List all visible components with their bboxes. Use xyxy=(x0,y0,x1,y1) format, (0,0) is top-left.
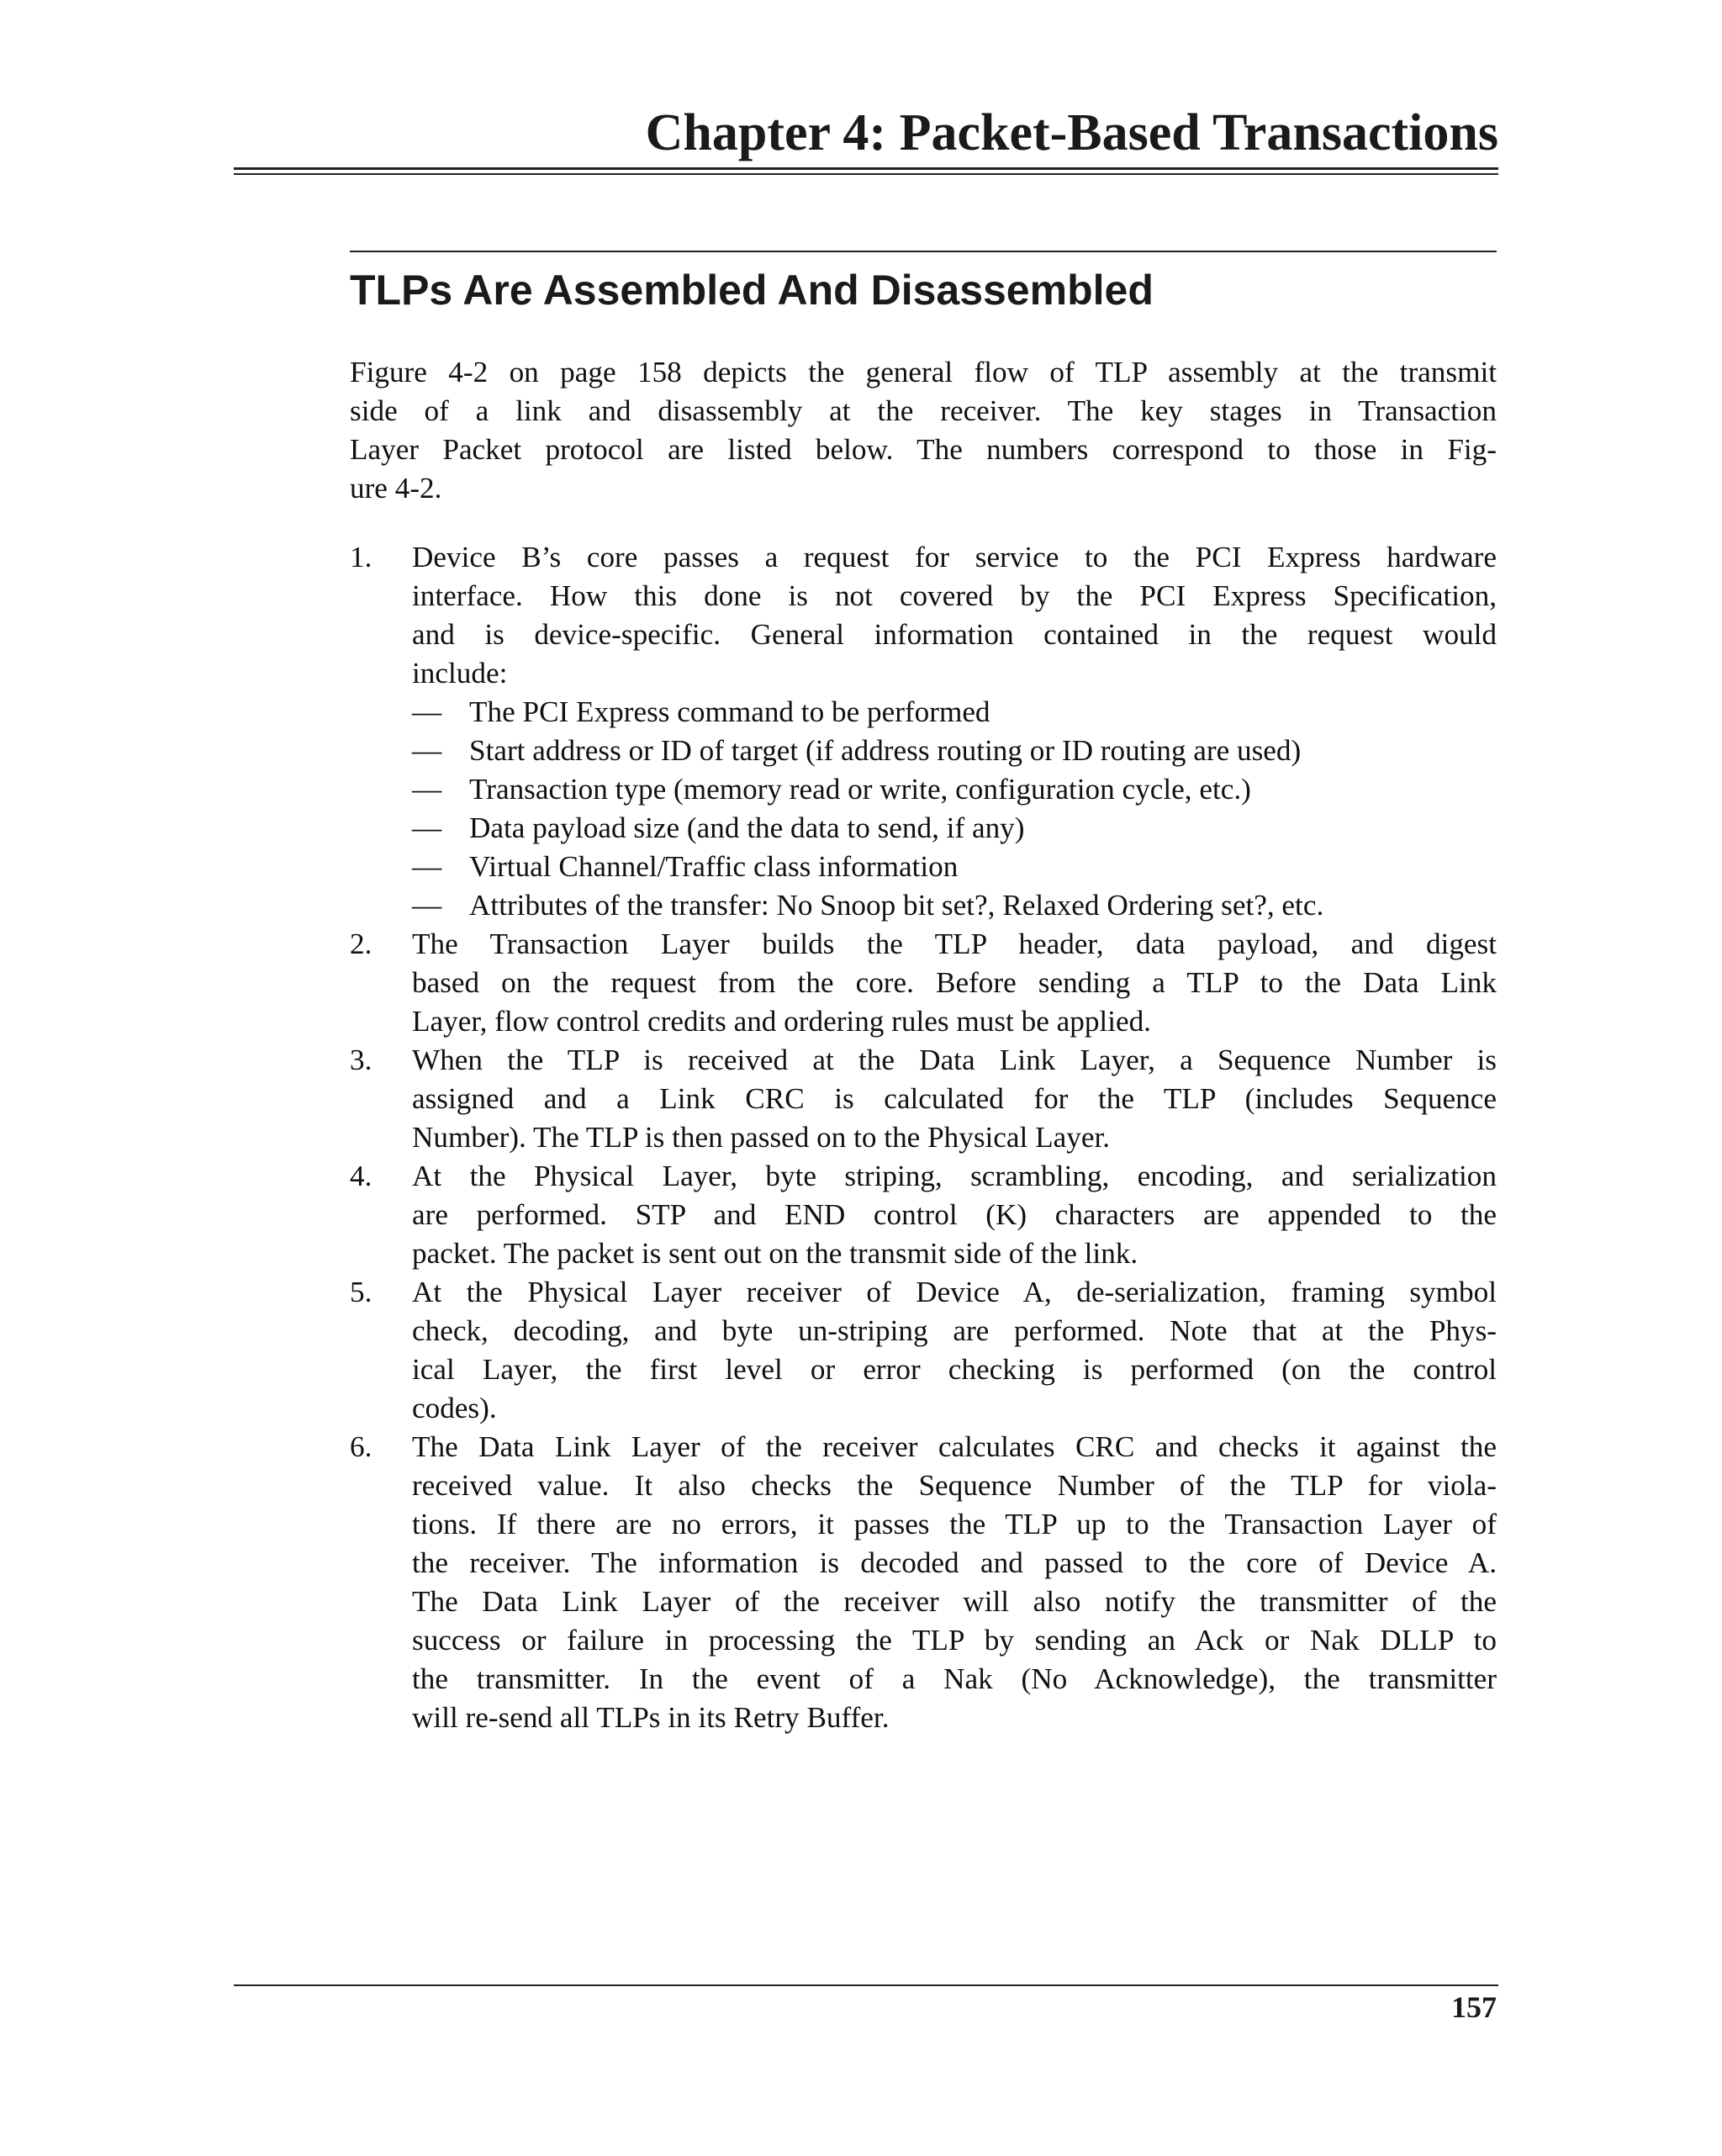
sub-item-text: Attributes of the transfer: No Snoop bit set?, Relaxed Ordering set?, etc. xyxy=(469,889,1324,922)
list-item-line: are performed. STP and END control (K) characters are appended to the xyxy=(412,1198,1497,1231)
sub-item xyxy=(412,770,1497,809)
list-item-line: tions. If there are no errors, it passes the TLP up to the Transaction Layer of xyxy=(412,1508,1497,1540)
section-title: TLPs Are Assembled And Disassembled xyxy=(350,267,1154,314)
list-item-line: will re-send all TLPs in its Retry Buffer. xyxy=(412,1701,890,1734)
dash-bullet: — xyxy=(412,695,442,728)
list-item-line: The Transaction Layer builds the TLP header, data payload, and digest xyxy=(412,927,1497,960)
chapter-rule-thick xyxy=(234,167,1498,170)
list-item-line: check, decoding, and byte un-striping are performed. Note that at the Phys- xyxy=(412,1314,1497,1347)
list-item-line: Device B’s core passes a request for service to the PCI Express hardware xyxy=(412,541,1497,573)
intro-line: Figure 4-2 on page 158 depicts the general flow of TLP assembly at the transmit xyxy=(350,356,1497,388)
footer-rule xyxy=(234,1984,1498,1986)
list-item-number: 4. xyxy=(350,1160,372,1192)
list-item-line: packet. The packet is sent out on the transmit side of the link. xyxy=(412,1237,1138,1270)
dash-bullet: — xyxy=(412,850,442,883)
page-number: 157 xyxy=(1451,1990,1497,2024)
list-item-line: Number). The TLP is then passed on to the Physical Layer. xyxy=(412,1121,1111,1154)
section-rule xyxy=(350,251,1497,252)
list-item-line: assigned and a Link CRC is calculated for the TLP (includes Sequence xyxy=(412,1082,1497,1115)
list-item-line: based on the request from the core. Before sending a TLP to the Data Link xyxy=(412,966,1497,999)
list-item xyxy=(350,1428,1497,1737)
intro-line: side of a link and disassembly at the receiver. The key stages in Transaction xyxy=(350,394,1497,427)
list-item-line: Layer, flow control credits and ordering rules must be applied. xyxy=(412,1005,1151,1038)
list-item-line: interface. How this done is not covered by the PCI Express Specification, xyxy=(412,579,1497,612)
list-item-line: the receiver. The information is decoded and passed to the core of Device A. xyxy=(412,1546,1497,1579)
list-item xyxy=(350,1157,1497,1273)
sub-item-text: Data payload size (and the data to send, if any) xyxy=(469,811,1025,844)
list-item-line: codes). xyxy=(412,1392,497,1424)
list-item xyxy=(350,925,1497,1041)
chapter-rule-thin xyxy=(234,173,1498,175)
list-item-line: received value. It also checks the Sequence Number of the TLP for viola- xyxy=(412,1469,1497,1502)
dash-bullet: — xyxy=(412,773,442,806)
list-item-line: the transmitter. In the event of a Nak (No Acknowledge), the transmitter xyxy=(412,1662,1497,1695)
dash-bullet: — xyxy=(412,889,442,922)
list-item-number: 3. xyxy=(350,1044,372,1076)
list-item-line: The Data Link Layer of the receiver calculates CRC and checks it against the xyxy=(412,1430,1497,1463)
list-item-line: include: xyxy=(412,657,508,690)
list-item-line: ical Layer, the first level or error checking is performed (on the control xyxy=(412,1353,1497,1386)
sub-item xyxy=(412,848,1497,886)
list-item-line: At the Physical Layer, byte striping, scrambling, encoding, and serialization xyxy=(412,1160,1497,1192)
list-item-number: 2. xyxy=(350,927,372,960)
list-item-number: 5. xyxy=(350,1276,372,1308)
list-item-number: 1. xyxy=(350,541,372,573)
list-item-number: 6. xyxy=(350,1430,372,1463)
list-item xyxy=(350,1041,1497,1157)
dash-bullet: — xyxy=(412,811,442,844)
sub-item xyxy=(412,886,1497,925)
list-item-line: and is device-specific. General information contained in the request would xyxy=(412,618,1497,651)
chapter-title: Chapter 4: Packet-Based Transactions xyxy=(645,104,1498,161)
list-item-line: At the Physical Layer receiver of Device A, de-serialization, framing symbol xyxy=(412,1276,1497,1308)
intro-line: Layer Packet protocol are listed below. The numbers correspond to those in Fig- xyxy=(350,433,1497,466)
dash-bullet: — xyxy=(412,734,442,767)
list-item xyxy=(350,1273,1497,1428)
intro-line: ure 4-2. xyxy=(350,472,442,505)
sub-item xyxy=(412,732,1497,770)
list-item-line: The Data Link Layer of the receiver will also notify the transmitter of the xyxy=(412,1585,1497,1618)
list-item-line: success or failure in processing the TLP by sending an Ack or Nak DLLP to xyxy=(412,1624,1497,1657)
intro-paragraph xyxy=(350,353,1497,508)
list-item xyxy=(350,538,1497,925)
list-item-line: When the TLP is received at the Data Link Layer, a Sequence Number is xyxy=(412,1044,1497,1076)
sub-item-text: The PCI Express command to be performed xyxy=(469,695,990,728)
sub-item-text: Virtual Channel/Traffic class information xyxy=(469,850,959,883)
sub-item xyxy=(412,809,1497,848)
sub-item xyxy=(412,693,1497,732)
body-text xyxy=(350,353,1497,1737)
sub-item-text: Transaction type (memory read or write, configuration cycle, etc.) xyxy=(469,773,1251,806)
sub-item-text: Start address or ID of target (if address routing or ID routing are used) xyxy=(469,734,1302,767)
